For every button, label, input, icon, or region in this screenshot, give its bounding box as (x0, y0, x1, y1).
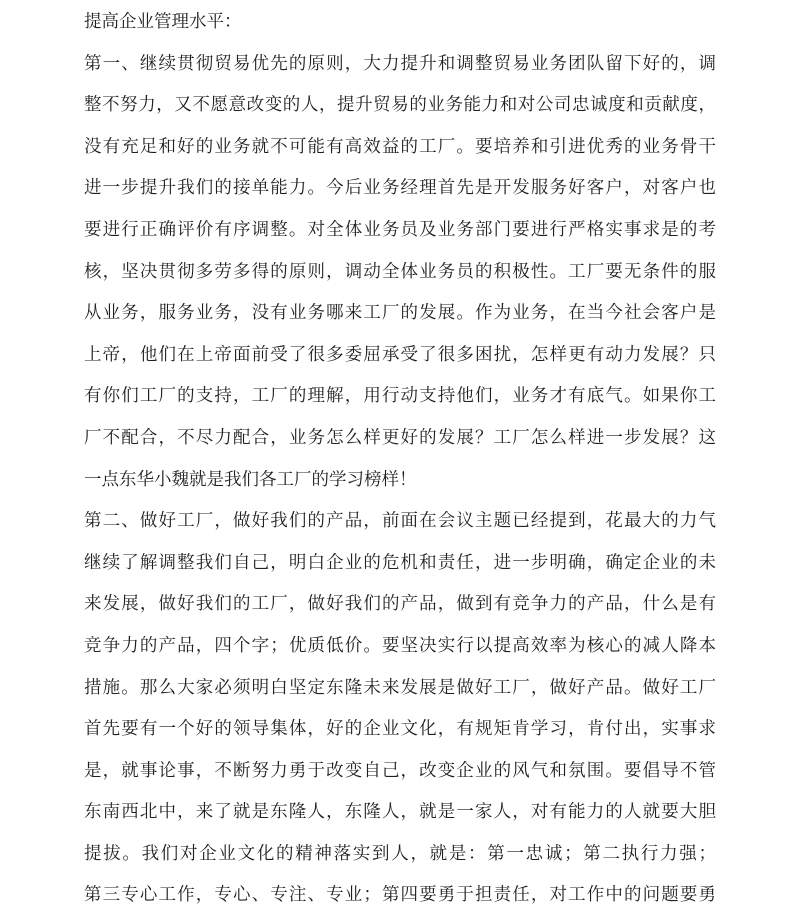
text-line: 一点东华小魏就是我们各工厂的学习榜样！ (84, 468, 417, 489)
text-line: 措施。那么大家必须明白坚定东隆未来发展是做好工厂，做好产品。做好工厂 (84, 676, 716, 697)
text-line: 第二、做好工厂，做好我们的产品，前面在会议主题已经提到，花最大的力气 (84, 510, 716, 531)
text-line: 要进行正确评价有序调整。对全体业务员及业务部门要进行严格实事求是的考 (84, 218, 716, 239)
text-line: 继续了解调整我们自己，明白企业的危机和责任，进一步明确，确定企业的未 (84, 551, 716, 572)
text-line: 提高企业管理水平： (84, 11, 242, 31)
text-line: 竞争力的产品，四个字；优质低价。要坚决实行以提高效率为核心的减人降本 (84, 634, 716, 655)
text-line: 厂不配合，不尽力配合，业务怎么样更好的发展？工厂怎么样进一步发展？这 (84, 426, 716, 447)
text-line: 整不努力，又不愿意改变的人，提升贸易的业务能力和对公司忠诚度和贡献度， (84, 94, 716, 115)
text-line: 从业务，服务业务，没有业务哪来工厂的发展。作为业务，在当今社会客户是 (84, 302, 716, 323)
text-line: 进一步提升我们的接单能力。今后业务经理首先是开发服务好客户，对客户也 (84, 177, 716, 198)
text-line: 第三专心工作，专心、专注、专业；第四要勇于担责任，对工作中的问题要勇 (84, 884, 716, 905)
text-line: 核，坚决贯彻多劳多得的原则，调动全体业务员的积极性。工厂要无条件的服 (84, 260, 716, 281)
text-line: 是，就事论事，不断努力勇于改变自己，改变企业的风气和氛围。要倡导不管 (84, 759, 716, 780)
text-line: 首先要有一个好的领导集体，好的企业文化，有规矩肯学习，肯付出，实事求 (84, 718, 716, 739)
text-line: 东南西北中，来了就是东隆人，东隆人，就是一家人，对有能力的人就要大胆 (84, 801, 716, 822)
text-line: 没有充足和好的业务就不可能有高效益的工厂。要培养和引进优秀的业务骨干 (84, 135, 716, 156)
document-text-block (84, 1, 716, 916)
text-line: 提拔。我们对企业文化的精神落实到人，就是：第一忠诚；第二执行力强； (84, 842, 716, 863)
text-line: 有你们工厂的支持，工厂的理解，用行动支持他们，业务才有底气。如果你工 (84, 385, 716, 406)
text-line: 第一、继续贯彻贸易优先的原则，大力提升和调整贸易业务团队留下好的，调 (84, 52, 716, 73)
text-line: 来发展，做好我们的工厂，做好我们的产品，做到有竞争力的产品，什么是有 (84, 593, 716, 614)
text-line: 上帝，他们在上帝面前受了很多委屈承受了很多困扰，怎样更有动力发展？只 (84, 343, 716, 364)
